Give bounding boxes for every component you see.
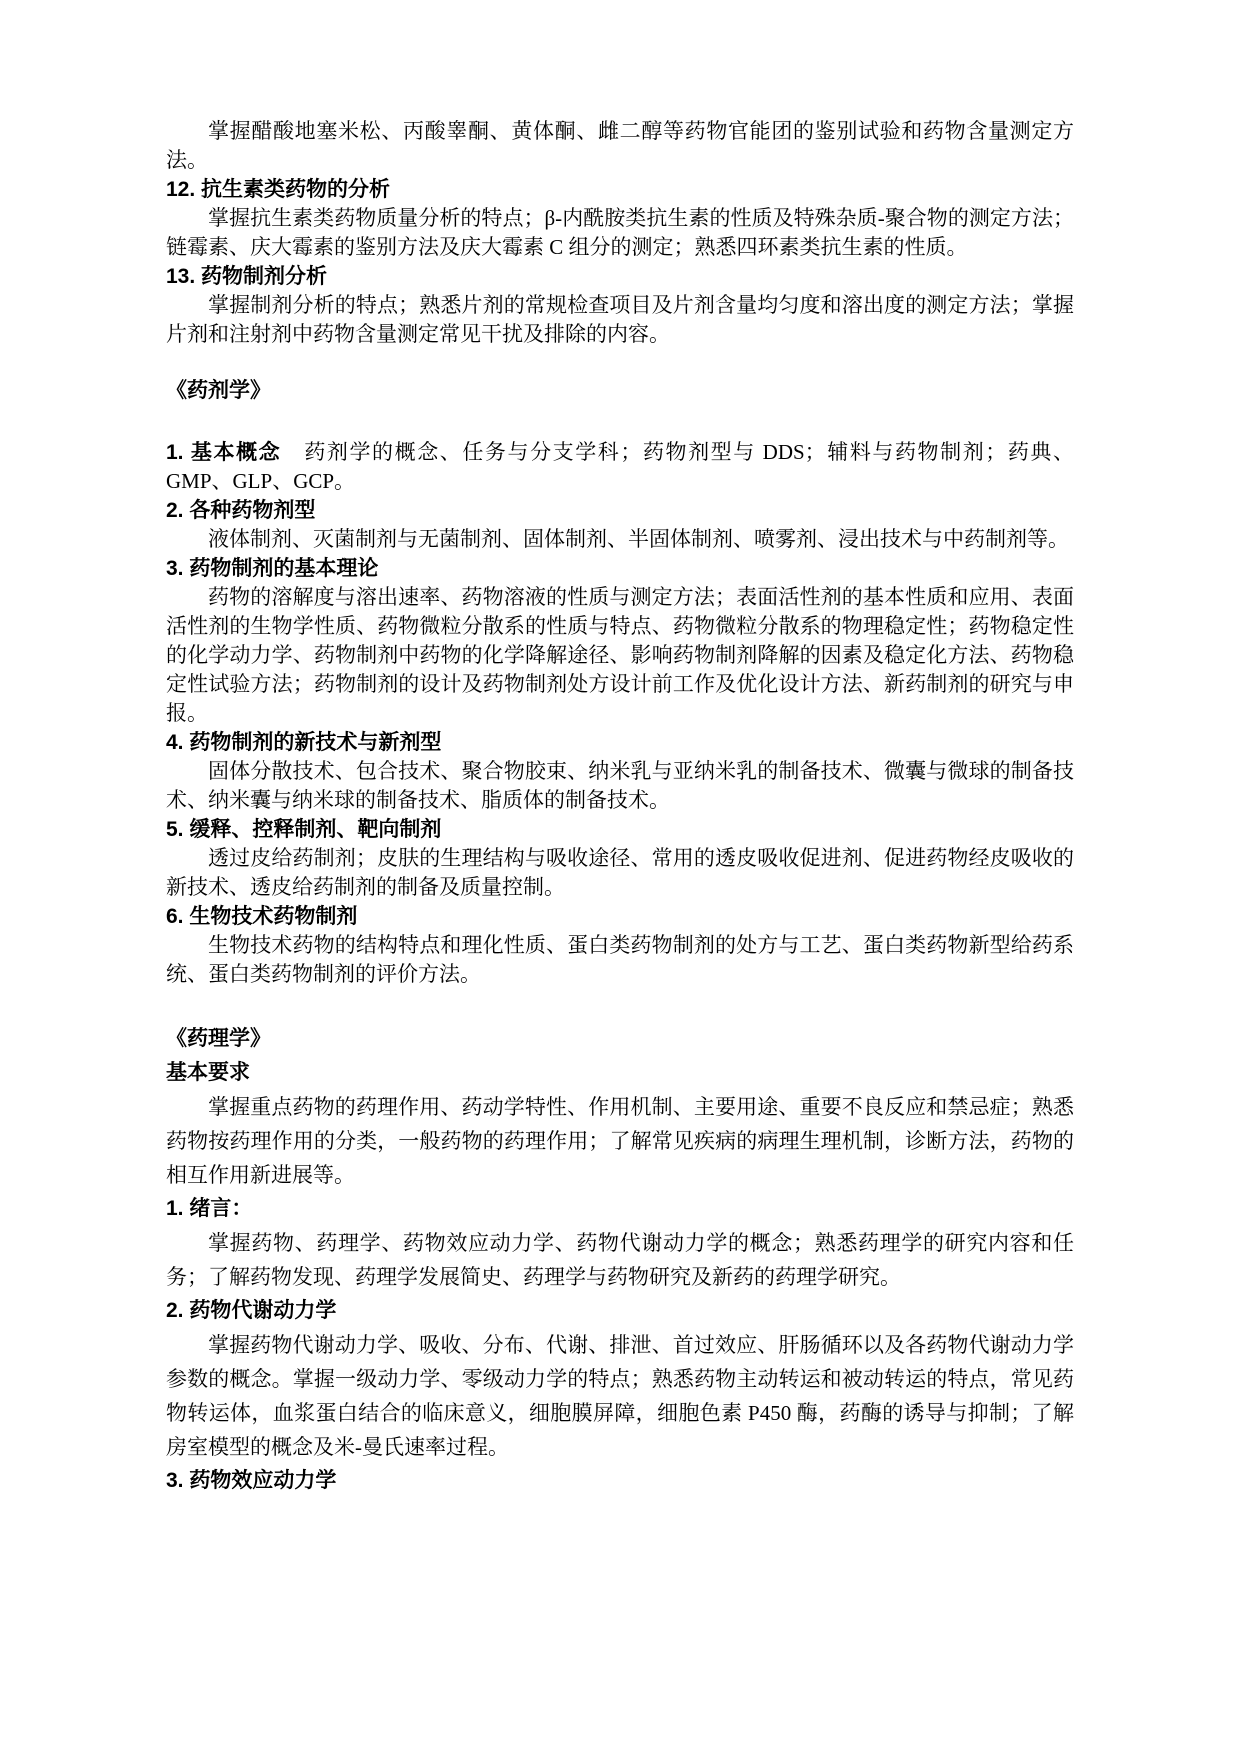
section-title-pharmacology: 《药理学》	[166, 1027, 271, 1050]
section-heading: 1. 绪言：	[166, 1197, 253, 1220]
document-content	[166, 117, 1074, 1498]
section-drug-analysis	[166, 117, 1074, 349]
section-heading: 13. 药物制剂分析	[166, 265, 328, 288]
lead-paragraph	[166, 438, 1074, 496]
section-heading: 6. 生物技术药物制剂	[166, 905, 358, 928]
paragraph: 掌握抗生素类药物质量分析的特点；β-内酰胺类抗生素的性质及特殊杂质-聚合物的测定方法；链霉素、庆大霉素的鉴别方法及庆大霉素 C 组分的测定；熟悉四环素类抗生素的性质。	[166, 206, 1074, 259]
section-heading: 基本要求	[166, 1061, 250, 1084]
section-body	[166, 438, 1074, 989]
paragraph: 掌握药物代谢动力学、吸收、分布、代谢、排泄、首过效应、肝肠循环以及各药物代谢动力学参数的概念。掌握一级动力学、零级动力学的特点；熟悉药物主动转运和被动转运的特点，常见药物转运体，血浆蛋白结合的临床意义，细胞膜屏障，细胞色素 P450 酶，药酶的诱导与抑制；了解房室模型的概念及米-曼氏速率过程。	[166, 1333, 1074, 1459]
section-pharmacology	[166, 1022, 1074, 1498]
paragraph: 固体分散技术、包合技术、聚合物胶束、纳米乳与亚纳米乳的制备技术、微囊与微球的制备技术、纳米囊与纳米球的制备技术、脂质体的制备技术。	[166, 759, 1074, 812]
section-heading: 4. 药物制剂的新技术与新剂型	[166, 731, 442, 754]
paragraph-lead: 1. 基本概念	[166, 441, 282, 464]
paragraph: 掌握药物、药理学、药物效应动力学、药物代谢动力学的概念；熟悉药理学的研究内容和任务；了解药物发现、药理学发展简史、药理学与药物研究及新药的药理学研究。	[166, 1231, 1074, 1289]
section-pharmaceutics	[166, 376, 1074, 989]
paragraph: 掌握重点药物的药理作用、药动学特性、作用机制、主要用途、重要不良反应和禁忌症；熟悉药物按药理作用的分类，一般药物的药理作用；了解常见疾病的病理生理机制，诊断方法，药物的相互作用新进展等。	[166, 1095, 1074, 1187]
paragraph: 生物技术药物的结构特点和理化性质、蛋白类药物制剂的处方与工艺、蛋白类药物新型给药系统、蛋白类药物制剂的评价方法。	[166, 933, 1074, 986]
section-heading: 12. 抗生素类药物的分析	[166, 178, 391, 201]
paragraph: 掌握醋酸地塞米松、丙酸睾酮、黄体酮、雌二醇等药物官能团的鉴别试验和药物含量测定方法。	[166, 119, 1074, 172]
section-body	[166, 117, 1074, 349]
section-heading: 2. 各种药物剂型	[166, 499, 316, 522]
paragraph: 药物的溶解度与溶出速率、药物溶液的性质与测定方法；表面活性剂的基本性质和应用、表面活性剂的生物学性质、药物微粒分散系的性质与特点、药物微粒分散系的物理稳定性；药物稳定性的化学动力学、药物制剂中药物的化学降解途径、影响药物制剂降解的因素及稳定化方法、药物稳定性试验方法；药物制剂的设计及药物制剂处方设计前工作及优化设计方法、新药制剂的研究与申报。	[166, 585, 1074, 725]
paragraph-text: 药剂学的概念、任务与分支学科；药物剂型与 DDS；辅料与药物制剂；药典、GMP、GLP、GCP。	[166, 440, 1074, 493]
paragraph: 透过皮给药制剂；皮肤的生理结构与吸收途径、常用的透皮吸收促进剂、促进药物经皮吸收的新技术、透皮给药制剂的制备及质量控制。	[166, 846, 1074, 899]
section-heading: 2. 药物代谢动力学	[166, 1299, 337, 1322]
paragraph: 掌握制剂分析的特点；熟悉片剂的常规检查项目及片剂含量均匀度和溶出度的测定方法；掌握片剂和注射剂中药物含量测定常见干扰及排除的内容。	[166, 293, 1074, 346]
section-heading: 5. 缓释、控释制剂、靶向制剂	[166, 818, 442, 841]
section-heading: 3. 药物效应动力学	[166, 1469, 337, 1492]
section-body	[166, 1056, 1074, 1498]
section-heading: 3. 药物制剂的基本理论	[166, 557, 379, 580]
section-title-pharmaceutics: 《药剂学》	[166, 379, 271, 402]
paragraph: 液体制剂、灭菌制剂与无菌制剂、固体制剂、半固体制剂、喷雾剂、浸出技术与中药制剂等。	[208, 527, 1069, 551]
